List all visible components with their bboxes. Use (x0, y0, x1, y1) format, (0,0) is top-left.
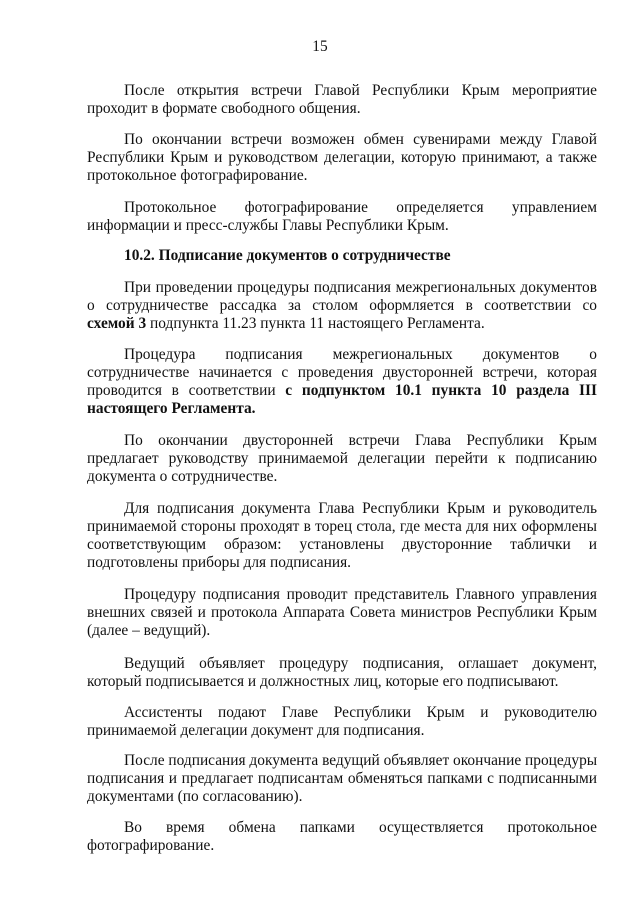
text-line: После открытия встречи Главой Республики Крым мероприятие (124, 82, 597, 99)
page-number: 15 (312, 38, 328, 55)
text-line: Протокольное фотографирование определяется управлением (124, 199, 597, 216)
bold-reference: настоящего Регламента. (87, 400, 256, 417)
text-line: подписания и предлагает подписантам обменяться папками с подписанными (87, 770, 597, 787)
section-heading (87, 247, 597, 265)
text-line: Процедура подписания межрегиональных документов о (124, 346, 597, 363)
text-line: внешних связей и протокола Аппарата Совета министров Республики Крым (87, 604, 597, 621)
paragraph-13 (87, 819, 597, 855)
bold-reference: схемой 3 (87, 315, 147, 332)
text-line: проходит в формате свободного общения. (87, 100, 361, 117)
paragraph-8 (87, 500, 597, 572)
text-line: принимаемой делегации документ для подписания. (87, 722, 425, 739)
paragraph-9 (87, 586, 597, 640)
paragraph-11 (87, 704, 597, 740)
text-line: Для подписания документа Глава Республики Крым и руководитель (124, 500, 597, 517)
text-line: (далее – ведущий). (87, 622, 211, 639)
text-line: Процедуру подписания проводит представитель Главного управления (124, 586, 597, 603)
text-line: После подписания документа ведущий объявляет окончание процедуры (124, 752, 598, 769)
text-line (87, 315, 597, 333)
text-line: Ведущий объявляет процедуру подписания, оглашает документ, (124, 655, 597, 672)
paragraph-12 (87, 752, 597, 806)
text-fragment: проводится в соответствии (87, 382, 286, 399)
text-line: сотрудничестве начинается с проведения двусторонней встречи, которая (87, 364, 597, 381)
text-line (87, 382, 597, 400)
paragraph-10 (87, 655, 597, 691)
text-line: протокольное фотографирование. (87, 167, 308, 184)
text-line: документами (по согласованию). (87, 788, 303, 805)
text-line: предлагает руководству принимаемой делегации перейти к подписанию (87, 450, 597, 467)
paragraph-2 (87, 131, 597, 185)
paragraph-5 (87, 279, 597, 333)
text-fragment: подпункта 11.23 пункта 11 настоящего Регламента. (146, 315, 485, 332)
bold-reference: с подпунктом 10.1 пункта 10 раздела III (285, 382, 597, 399)
text-line: По окончании двусторонней встречи Глава Республики Крым (124, 432, 597, 449)
text-line: При проведении процедуры подписания межрегиональных документов (124, 279, 597, 296)
text-line: Во время обмена папками осуществляется протокольное (124, 819, 597, 836)
text-line: фотографирование. (87, 837, 215, 854)
text-line: о сотрудничестве рассадка за столом оформляется в соответствии со (87, 297, 597, 314)
paragraph-7 (87, 432, 597, 486)
text-line: Республики Крым и руководством делегации, которую принимают, а также (87, 149, 597, 166)
paragraph-3 (87, 199, 597, 235)
text-line: По окончании встречи возможен обмен сувенирами между Главой (124, 131, 597, 148)
text-line: Ассистенты подают Главе Республики Крым и руководителю (124, 704, 597, 721)
paragraph-1 (87, 82, 597, 118)
text-line: принимаемой стороны проходят в торец стола, где места для них оформлены (87, 518, 597, 535)
text-line: подготовлены приборы для подписания. (87, 554, 352, 571)
paragraph-6 (87, 346, 597, 418)
text-line: соответствующим образом: установлены двусторонние таблички и (87, 536, 597, 553)
text-line: который подписывается и должностных лиц, которые его подписывают. (87, 673, 559, 690)
text-line (87, 400, 597, 418)
section-heading-text: 10.2. Подписание документов о сотрудничестве (124, 247, 451, 264)
text-line: документа о сотрудничестве. (87, 468, 278, 485)
text-line: информации и пресс-службы Главы Республики Крым. (87, 217, 449, 234)
